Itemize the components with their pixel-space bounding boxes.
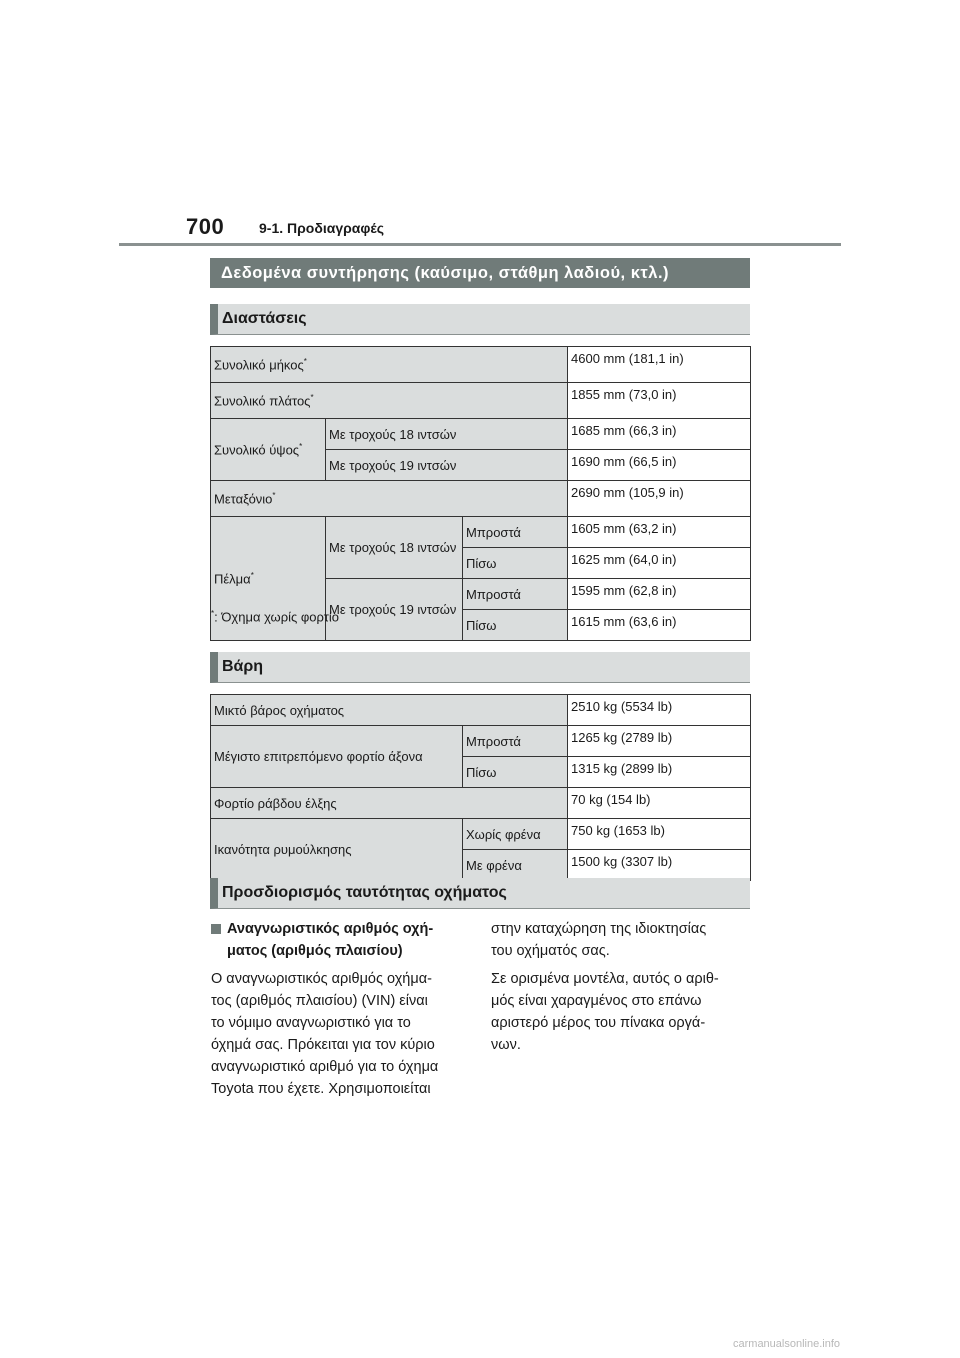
header-divider: [119, 243, 841, 246]
label-cell: Μικτό βάρος οχήματος: [211, 695, 568, 726]
label-cell: Μέγιστο επιτρεπόμενο φορτίο άξονα: [211, 726, 463, 788]
table-row: [211, 695, 751, 726]
weights-table: [210, 694, 751, 881]
position-cell: Πίσω: [463, 548, 568, 579]
value-cell: 1625 mm (64,0 in): [568, 548, 751, 579]
dimensions-heading: Διαστάσεις: [210, 304, 750, 335]
condition-cell: Με τροχούς 19 ιντσών: [326, 579, 463, 641]
table-row: [211, 481, 751, 517]
table-row: [211, 419, 751, 450]
label-cell: Πέλμα*: [211, 517, 326, 641]
condition-cell: Με φρένα: [463, 850, 568, 881]
label-cell: Ικανότητα ρυμούλκησης: [211, 819, 463, 881]
bullet-square-icon: [211, 924, 221, 934]
table-row: [211, 347, 751, 383]
table-row: [211, 788, 751, 819]
vin-paragraph-continued: στην καταχώρηση της ιδιοκτησίας του οχήματός σας.: [491, 921, 707, 959]
value-cell: 1690 mm (66,5 in): [568, 450, 751, 481]
table-row: [211, 383, 751, 419]
watermark: carmanualsonline.info: [733, 1338, 841, 1350]
value-cell: 1315 kg (2899 lb): [568, 757, 751, 788]
value-cell: 1685 mm (66,3 in): [568, 419, 751, 450]
label-cell: Μεταξόνιο*: [211, 481, 568, 517]
condition-cell: Χωρίς φρένα: [463, 819, 568, 850]
condition-cell: Με τροχούς 18 ιντσών: [326, 419, 568, 450]
label-cell: Συνολικό μήκος*: [211, 347, 568, 383]
identification-heading: Προσδιορισμός ταυτότητας οχήματος: [210, 878, 750, 909]
position-cell: Μπροστά: [463, 579, 568, 610]
text-column-right: [491, 918, 743, 1062]
value-cell: 1595 mm (62,8 in): [568, 579, 751, 610]
value-cell: 70 kg (154 lb): [568, 788, 751, 819]
value-cell: 1265 kg (2789 lb): [568, 726, 751, 757]
value-cell: 4600 mm (181,1 in): [568, 347, 751, 383]
value-cell: 2690 mm (105,9 in): [568, 481, 751, 517]
label-cell: Συνολικό πλάτος*: [211, 383, 568, 419]
label-cell: Φορτίο ράβδου έλξης: [211, 788, 568, 819]
weights-heading: Βάρη: [210, 652, 750, 683]
position-cell: Πίσω: [463, 757, 568, 788]
vin-subheading: Αναγνωριστικός αριθμός οχή- ματος (αριθμός πλαισίου): [211, 918, 463, 962]
value-cell: 1615 mm (63,6 in): [568, 610, 751, 641]
vin-location-paragraph: Σε ορισμένα μοντέλα, αυτός ο αριθ- μός είναι χαραγμένος στο επάνω αριστερό μέρος του πίνακα οργά- νων.: [491, 971, 719, 1053]
vin-paragraph: Ο αναγνωριστικός αριθμός οχήμα- τος (αριθμός πλαισίου) (VIN) είναι το νόμιμο αναγνωριστικό για το όχημά σας. Πρόκειται για τον κύριο αναγνωριστικό αριθμό για το όχημα Toyota που έχετε. Χρησιμοποιείται: [211, 971, 439, 1097]
value-cell: 1605 mm (63,2 in): [568, 517, 751, 548]
condition-cell: Με τροχούς 18 ιντσών: [326, 517, 463, 579]
label-cell: Συνολικό ύψος*: [211, 419, 326, 481]
footnote: *: Όχημα χωρίς φορτίο: [211, 609, 339, 625]
value-cell: 1500 kg (3307 lb): [568, 850, 751, 881]
value-cell: 750 kg (1653 lb): [568, 819, 751, 850]
table-row: [211, 517, 751, 548]
position-cell: Μπροστά: [463, 517, 568, 548]
value-cell: 2510 kg (5534 lb): [568, 695, 751, 726]
table-row: [211, 726, 751, 757]
position-cell: Πίσω: [463, 610, 568, 641]
text-column-left: [211, 918, 463, 1106]
table-row: [211, 819, 751, 850]
chapter-title: 9-1. Προδιαγραφές: [259, 220, 384, 236]
dimensions-table: [210, 346, 751, 641]
condition-cell: Με τροχούς 19 ιντσών: [326, 450, 568, 481]
page-number: 700: [186, 214, 225, 239]
main-section-title: Δεδομένα συντήρησης (καύσιμο, στάθμη λαδιού, κτλ.): [210, 258, 750, 288]
position-cell: Μπροστά: [463, 726, 568, 757]
value-cell: 1855 mm (73,0 in): [568, 383, 751, 419]
